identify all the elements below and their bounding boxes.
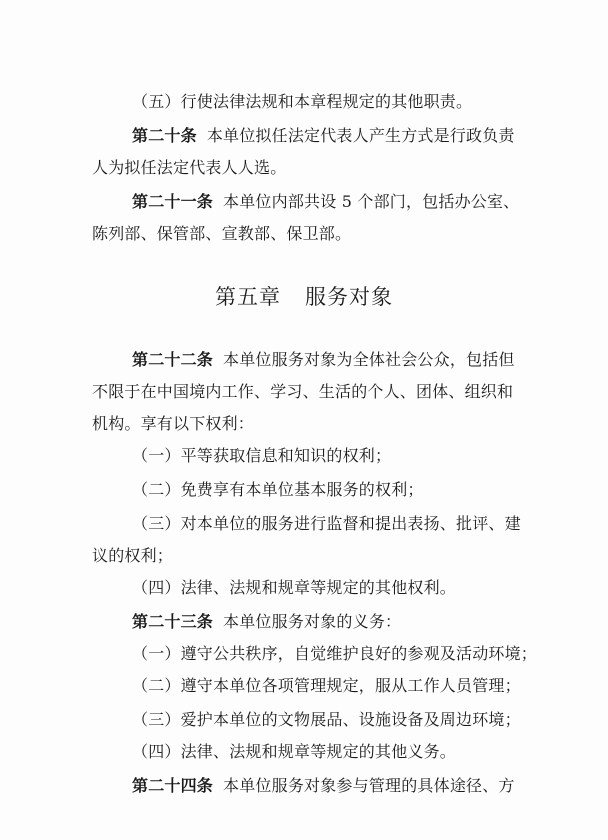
article-23-line [132, 612, 401, 632]
line-text: 陈列部、保管部、宣教部、保卫部。 [92, 224, 352, 243]
article-21-line [132, 192, 519, 212]
line-text: （二）遵守本单位各项管理规定，服从工作人员管理； [132, 676, 521, 695]
line-text: （三）对本单位的服务进行监督和提出表扬、批评、建 [132, 514, 521, 533]
line-text: 议的权利； [92, 546, 174, 565]
line-text: 本单位服务对象为全体社会公众，包括但 [223, 350, 515, 369]
paragraph-line [92, 224, 351, 244]
chapter-heading [0, 284, 608, 310]
paragraph-line [92, 414, 254, 434]
line-text: 人为拟任法定代表人人选。 [92, 158, 287, 177]
line-text: （四）法律、法规和规章等规定的其他义务。 [132, 742, 457, 761]
list-item [132, 578, 456, 598]
paragraph-line [92, 158, 286, 178]
line-text: （一）遵守公共秩序，自觉维护良好的参观及活动环境； [132, 644, 538, 663]
paragraph-line [132, 92, 472, 112]
list-item [132, 710, 521, 730]
list-item [132, 446, 391, 466]
line-text: （三）爱护本单位的文物展品、设施设备及周边环境； [132, 710, 521, 729]
list-item [132, 644, 537, 664]
chapter-number: 第五章 [215, 285, 281, 309]
article-number: 第二十四条 [132, 776, 214, 795]
article-24-line [132, 776, 515, 796]
list-item [132, 514, 521, 534]
article-20-line [132, 126, 515, 146]
chapter-title: 服务对象 [305, 285, 393, 309]
line-text: 不限于在中国境内工作、学习、生活的个人、团体、组织和 [92, 382, 514, 401]
line-text: （一）平等获取信息和知识的权利； [132, 446, 392, 465]
article-number: 第二十三条 [132, 612, 214, 631]
paragraph-line [92, 382, 513, 402]
article-number: 第二十一条 [132, 192, 214, 211]
line-text: 本单位服务对象的义务： [223, 612, 402, 631]
line-text: 机构。享有以下权利： [92, 414, 255, 433]
line-text: （二）免费享有本单位基本服务的权利； [132, 480, 424, 499]
line-text: （五）行使法律法规和本章程规定的其他职责。 [132, 92, 473, 111]
list-item [132, 480, 424, 500]
line-text: （四）法律、法规和规章等规定的其他权利。 [132, 578, 457, 597]
line-text: 本单位拟任法定代表人产生方式是行政负责 [206, 126, 515, 145]
article-number: 第二十二条 [132, 350, 214, 369]
article-number: 第二十条 [132, 126, 197, 145]
list-item [132, 676, 521, 696]
article-22-line [132, 350, 515, 370]
line-text: 本单位内部共设 5 个部门，包括办公室、 [223, 192, 520, 211]
list-item [132, 742, 456, 762]
line-text: 本单位服务对象参与管理的具体途径、方 [223, 776, 515, 795]
paragraph-line [92, 546, 173, 566]
